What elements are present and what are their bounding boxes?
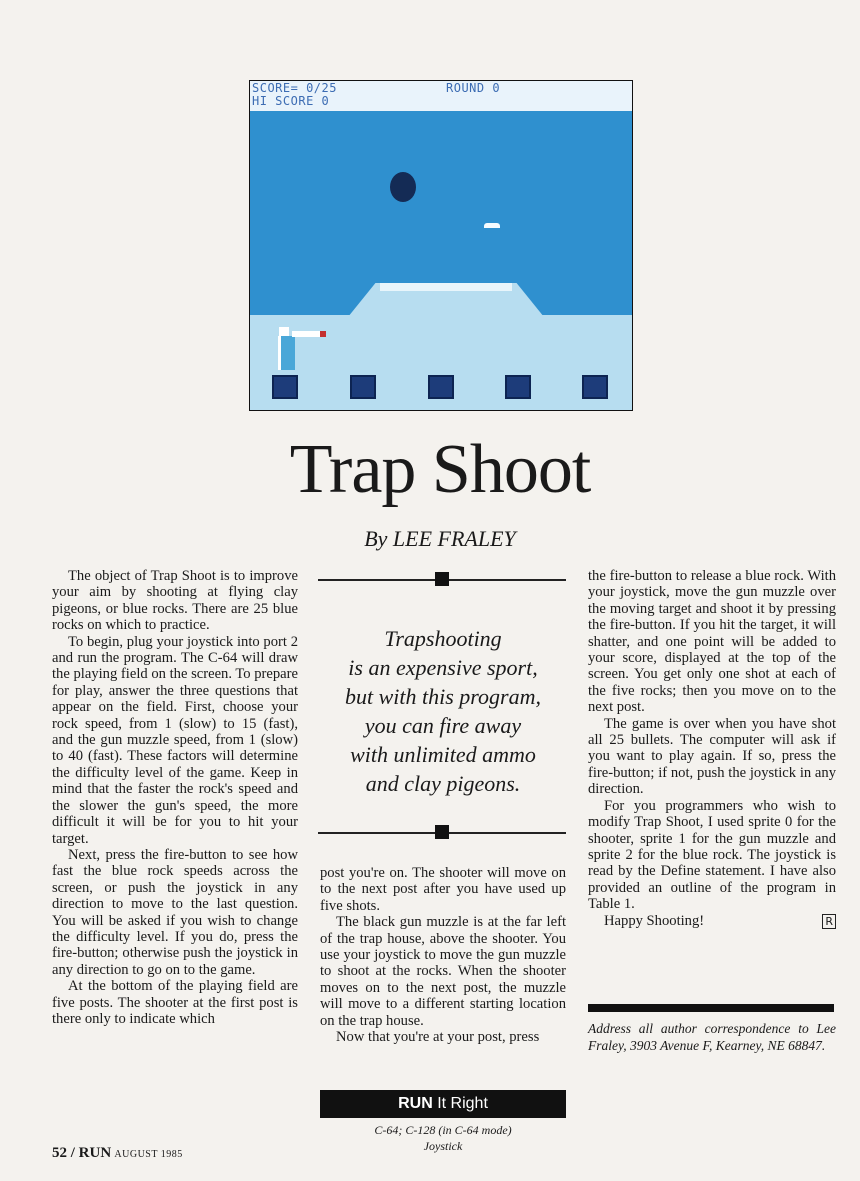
- post-3: [428, 375, 454, 399]
- trap-house-top: [380, 283, 512, 291]
- platform-line: C-64; C-128 (in C-64 mode): [374, 1123, 512, 1137]
- footer-separator: /: [67, 1145, 79, 1161]
- round-readout: ROUND 0: [446, 81, 501, 95]
- score-readout: SCORE= 0/25: [252, 81, 337, 95]
- post-2: [350, 375, 376, 399]
- column-1: [52, 568, 298, 1027]
- post-1: [272, 375, 298, 399]
- pull-quote-line: but with this program,: [345, 684, 541, 709]
- paragraph: Next, press the fire-button to see how fast the blue rock speeds across the screen, or push the joystick in any direction to move to the last question. You will be asked if you wish to change the difficulty level. If you do, press the fire-button; otherwise push the joystick in any direction to go on to the game.: [52, 846, 298, 978]
- paragraph: The game is over when you have shot all 25 bullets. The computer will ask if you want to play again. If so, press the fire-button; if not, push the joystick in any direction.: [588, 715, 836, 798]
- game-screenshot: [249, 80, 633, 411]
- run-it-right-details: [320, 1122, 566, 1154]
- column-2: [320, 865, 566, 1045]
- pull-quote-line: you can fire away: [364, 713, 522, 738]
- pull-quote-square-bottom: [435, 825, 449, 839]
- paragraph: Now that you're at your post, press: [336, 1029, 540, 1046]
- shooter-sprite: [278, 336, 295, 370]
- post-5: [582, 375, 608, 399]
- paragraph: [588, 913, 836, 929]
- post-4: [505, 375, 531, 399]
- paragraph: the fire-button to release a blue rock. With your joystick, move the gun muzzle over the moving target and shoot it by pressing the fire-button. If you hit the target, it will shatter, and one point will be added to your score, displayed at the top of the screen. You get only one shot at each of the five rocks; then you move on to the next post.: [588, 568, 836, 716]
- paragraph: At the bottom of the playing field are five posts. The shooter at the first post is there only to indicate which: [52, 978, 298, 1027]
- byline: By LEE FRALEY: [364, 526, 516, 551]
- end-mark-icon: R: [822, 914, 836, 929]
- author-note-bar: [588, 1004, 834, 1012]
- hiscore-readout: HI SCORE 0: [252, 94, 330, 108]
- author-note: Address all author correspondence to Lee Fraley, 3903 Avenue F, Kearney, NE 68847.: [588, 1021, 836, 1053]
- game-hud: [250, 81, 632, 111]
- pull-quote-line: Trapshooting: [384, 626, 502, 651]
- magazine-name: RUN: [78, 1145, 112, 1161]
- paragraph: The object of Trap Shoot is to improve your aim by shooting at flying clay pigeons, or blue rocks. There are 25 blue rocks on which to practice.: [52, 568, 298, 634]
- run-it-right-banner: [320, 1090, 566, 1118]
- gun-muzzle: [292, 331, 326, 337]
- issue-date: AUGUST 1985: [114, 1149, 183, 1160]
- paragraph: The black gun muzzle is at the far left of the trap house, above the shooter. You use your joystick to move the gun muzzle to shoot at the rocks. When the shooter moves on to the next post, the muzzle will move to a different starting location on the trap house.: [320, 914, 566, 1029]
- page-number: 52: [52, 1145, 67, 1161]
- run-it-right-bold: RUN: [398, 1095, 433, 1112]
- closing-line: Happy Shooting!: [604, 912, 705, 929]
- article-title: Trap Shoot: [289, 431, 591, 508]
- requirement-line: Joystick: [423, 1139, 463, 1153]
- column-3: [588, 568, 836, 930]
- pull-quote-square-top: [435, 572, 449, 586]
- run-it-right-rest: It Right: [432, 1095, 488, 1112]
- pull-quote-line: is an expensive sport,: [348, 655, 538, 680]
- pull-quote-line: with unlimited ammo: [350, 742, 536, 767]
- paragraph: For you programmers who wish to modify Trap Shoot, I used sprite 0 for the shooter, sprite 1 for the gun muzzle and sprite 2 for the blue rock. The joystick is read by the Define statement. I have also provided an outline of the program in Table 1.: [588, 797, 836, 913]
- paragraph: post you're on. The shooter will move on to the next post after you have used up five shots.: [320, 865, 566, 914]
- pull-quote: [318, 624, 568, 798]
- paragraph: To begin, plug your joystick into port 2 and run the program. The C-64 will draw the playing field on the screen. To prepare for play, answer the three questions that appear on the field. First, choose your rock speed, from 1 (slow) to 15 (fast), and the gun muzzle speed, from 1 (slow) to 40 (fast). These factors will determine the difficulty level of the game. Keep in mind that the faster the rock's speed and the slower the gun's speed, the more difficult it will be for you to hit your target.: [52, 633, 298, 847]
- pull-quote-line: and clay pigeons.: [365, 771, 521, 796]
- blue-rock: [484, 223, 500, 228]
- flying-rock: [390, 172, 416, 202]
- page-footer: [52, 1145, 183, 1162]
